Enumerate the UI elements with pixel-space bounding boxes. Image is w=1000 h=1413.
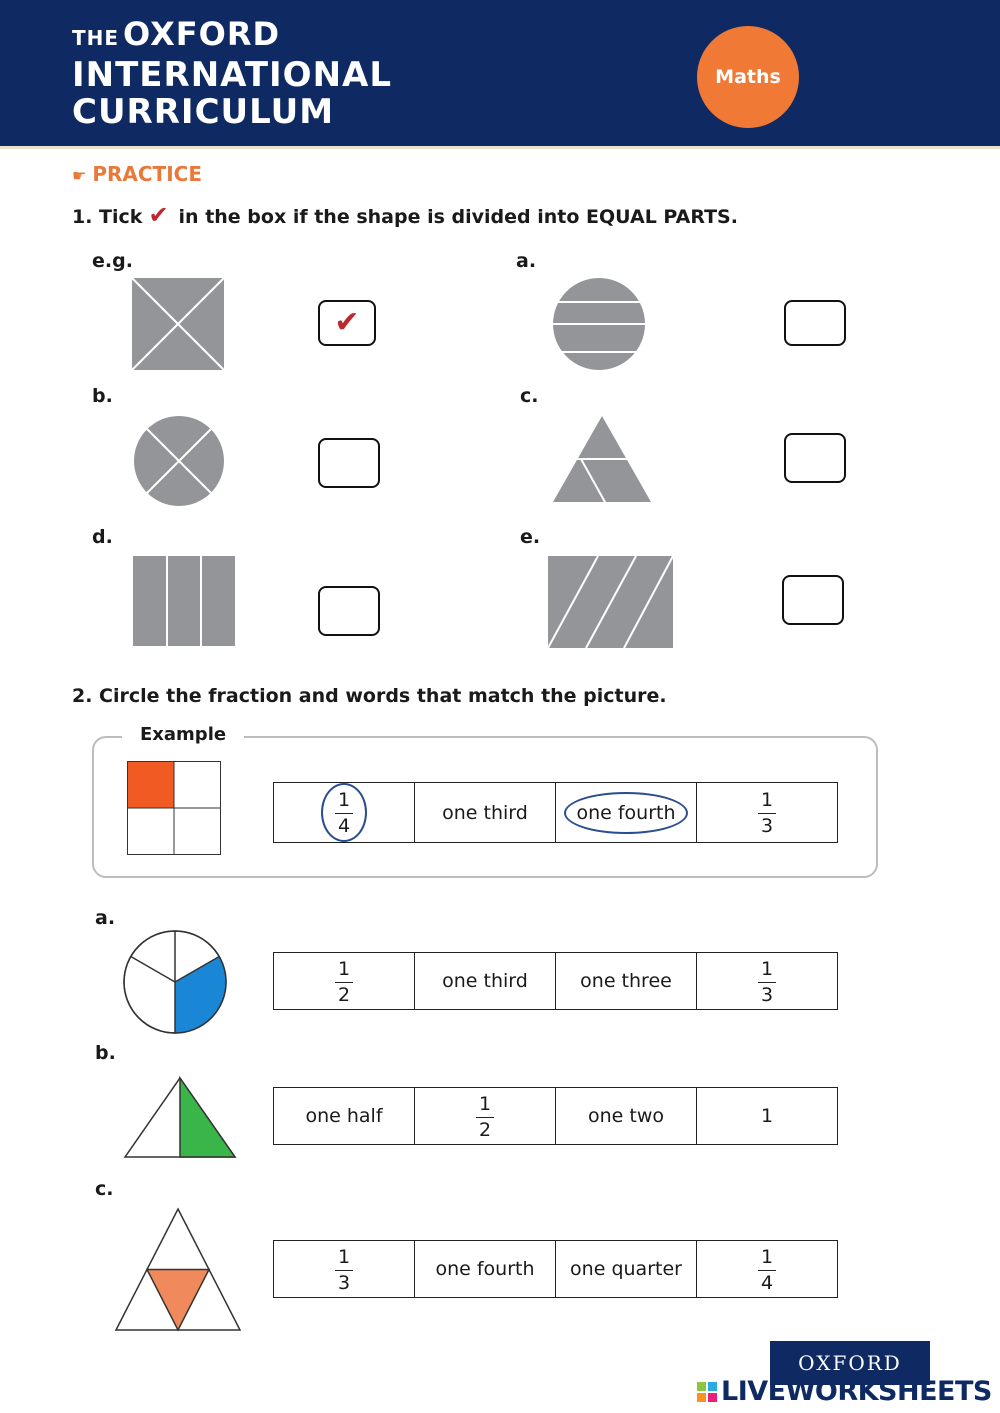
triangle-quarters-shape: [115, 1208, 241, 1332]
fraction-denominator: 4: [337, 815, 351, 837]
q2-item-label-b: b.: [95, 1042, 116, 1064]
triangle-parts-shape: [553, 416, 651, 502]
check-mark-icon: ✔: [334, 305, 360, 340]
item-a-option-3[interactable]: [556, 953, 697, 1010]
fraction-denominator: 3: [760, 983, 774, 1006]
liveworksheets-logo[interactable]: [697, 1376, 992, 1407]
option-text: one three: [580, 970, 672, 992]
item-c-option-1[interactable]: [274, 1241, 415, 1298]
example-options-table: [273, 782, 838, 843]
item-a-option-4[interactable]: [697, 953, 838, 1010]
example-option-4[interactable]: [697, 783, 838, 843]
checkbox-d[interactable]: [318, 586, 380, 636]
liveworksheets-text: LIVEWORKSHEETS: [721, 1376, 992, 1407]
question-1-prefix: 1. Tick: [72, 206, 143, 228]
item-c-option-4[interactable]: [697, 1241, 838, 1298]
section-label-text: PRACTICE: [92, 162, 202, 186]
fraction-numerator: 1: [476, 1095, 494, 1118]
fraction-denominator: 3: [760, 815, 774, 837]
tick-icon: ✔: [148, 201, 169, 229]
question-1-suffix: in the box if the shape is divided into EQUAL PARTS.: [178, 206, 738, 228]
checkbox-b[interactable]: [318, 438, 380, 488]
brand-line2: INTERNATIONAL: [72, 55, 393, 95]
example-option-2[interactable]: [415, 783, 556, 843]
option-text: one third: [442, 970, 528, 992]
fraction-numerator: 1: [758, 1248, 776, 1271]
brand-line3: CURRICULUM: [72, 92, 335, 132]
fraction-numerator: 1: [758, 791, 776, 814]
option-text: one quarter: [570, 1258, 682, 1280]
item-label-b: b.: [92, 385, 113, 407]
checkbox-e[interactable]: [782, 575, 844, 625]
rectangle-slanted-shape: [548, 556, 673, 648]
fraction: [335, 791, 353, 836]
fraction: [758, 957, 776, 1006]
example-option-1[interactable]: [274, 783, 415, 843]
item-b-option-4[interactable]: [697, 1088, 838, 1145]
publisher-logo: OXFORD: [770, 1341, 930, 1385]
fraction: [335, 1245, 353, 1294]
fraction: [335, 957, 353, 1006]
example-square-grid: [127, 761, 221, 855]
item-b-option-2[interactable]: [415, 1088, 556, 1145]
example-title: Example: [122, 724, 244, 745]
question-1-text: [72, 201, 738, 229]
brand-the: THE: [72, 26, 120, 50]
circle-strips-shape: [553, 278, 645, 370]
liveworksheets-icon: [697, 1382, 717, 1402]
item-label-d: d.: [92, 526, 113, 548]
option-text: one fourth: [576, 801, 676, 824]
header-divider: [0, 146, 1000, 149]
fraction-numerator: 1: [335, 791, 353, 814]
item-label-e: e.: [520, 526, 541, 548]
fraction: [758, 1245, 776, 1294]
item-a-option-2[interactable]: [415, 953, 556, 1010]
fraction-numerator: 1: [758, 960, 776, 983]
pointing-hand-icon: ☛: [72, 166, 87, 185]
answer-circle: [564, 792, 687, 834]
option-text: one third: [442, 801, 528, 824]
section-label: [72, 162, 202, 186]
example-option-3[interactable]: [556, 783, 697, 843]
item-label-eg: e.g.: [92, 250, 133, 272]
brand-line1: OXFORD: [123, 15, 281, 53]
q2-item-label-c: c.: [95, 1178, 114, 1200]
checkbox-a[interactable]: [784, 300, 846, 346]
item-c-option-3[interactable]: [556, 1241, 697, 1298]
circle-quarters-shape: [134, 416, 224, 506]
fraction-denominator: 3: [337, 1271, 351, 1294]
question-2-text: 2. Circle the fraction and words that match the picture.: [72, 685, 667, 707]
checkbox-c[interactable]: [784, 433, 846, 483]
item-b-options-table: [273, 1087, 838, 1145]
item-a-option-1[interactable]: [274, 953, 415, 1010]
option-text: one two: [587, 1105, 664, 1127]
subject-badge: Maths: [697, 26, 799, 128]
option-text: one half: [305, 1105, 383, 1127]
option-text: one fourth: [435, 1258, 535, 1280]
triangle-halves-shape: [124, 1077, 236, 1159]
item-label-a: a.: [516, 250, 537, 272]
item-label-c: c.: [520, 385, 539, 407]
q2-item-label-a: a.: [95, 907, 116, 929]
rectangle-thirds-shape: [133, 556, 235, 646]
fraction-numerator: 1: [335, 960, 353, 983]
circle-thirds-shape: [123, 930, 227, 1034]
item-c-options-table: [273, 1240, 838, 1298]
item-b-option-1[interactable]: [274, 1088, 415, 1145]
fraction: [476, 1092, 494, 1141]
item-c-option-2[interactable]: [415, 1241, 556, 1298]
item-a-options-table: [273, 952, 838, 1010]
fraction-denominator: 2: [337, 983, 351, 1006]
fraction: [758, 791, 776, 836]
fraction-numerator: 1: [335, 1248, 353, 1271]
square-quarters-shape: [132, 278, 224, 370]
checkbox-eg[interactable]: [318, 300, 376, 346]
fraction-denominator: 2: [478, 1118, 492, 1141]
item-b-option-3[interactable]: [556, 1088, 697, 1145]
option-text: 1: [760, 1105, 774, 1127]
brand-logo: [72, 16, 392, 131]
answer-circle: [321, 783, 367, 842]
fraction-denominator: 4: [760, 1271, 774, 1294]
